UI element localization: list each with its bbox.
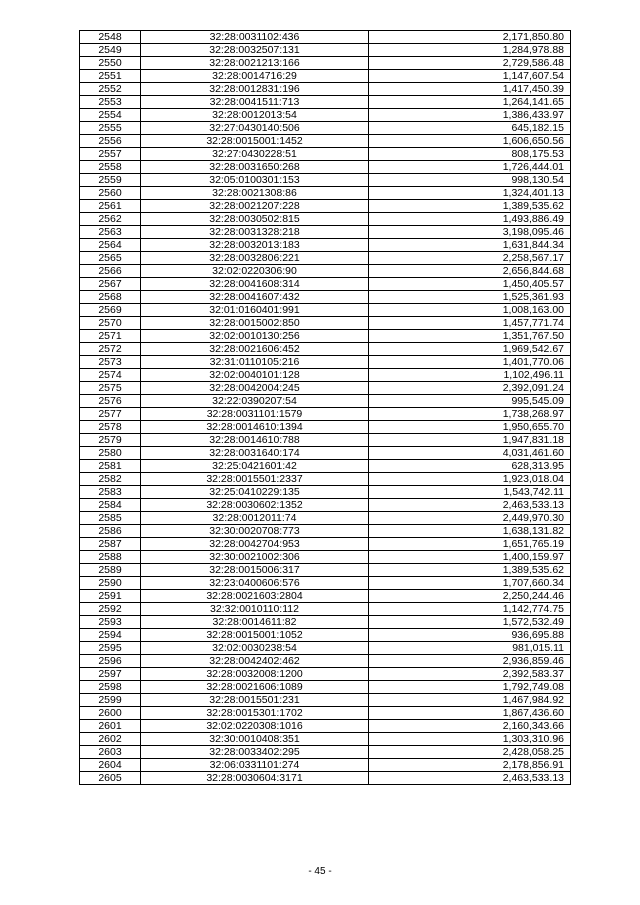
value-cell: 1,400,159.97 — [369, 551, 571, 564]
row-number-cell: 2586 — [80, 525, 141, 538]
value-cell: 1,726,444.01 — [369, 161, 571, 174]
value-cell: 2,258,567.17 — [369, 252, 571, 265]
cadastral-number-cell: 32:28:0042704:953 — [141, 538, 369, 551]
cadastral-number-cell: 32:02:0220308:1016 — [141, 720, 369, 733]
value-cell: 995,545.09 — [369, 395, 571, 408]
cadastral-number-cell: 32:28:0030604:3171 — [141, 772, 369, 785]
cadastral-number-cell: 32:28:0031328:218 — [141, 226, 369, 239]
cadastral-number-cell: 32:23:0400606:576 — [141, 577, 369, 590]
cadastral-value-table — [79, 30, 571, 785]
row-number-cell: 2562 — [80, 213, 141, 226]
table-row — [80, 772, 571, 785]
cadastral-number-cell: 32:28:0021308:86 — [141, 187, 369, 200]
value-cell: 1,401,770.06 — [369, 356, 571, 369]
row-number-cell: 2576 — [80, 395, 141, 408]
table-row — [80, 304, 571, 317]
table-row — [80, 642, 571, 655]
table-row — [80, 447, 571, 460]
table-row — [80, 291, 571, 304]
row-number-cell: 2572 — [80, 343, 141, 356]
row-number-cell: 2605 — [80, 772, 141, 785]
value-cell: 2,449,970.30 — [369, 512, 571, 525]
row-number-cell: 2561 — [80, 200, 141, 213]
cadastral-number-cell: 32:28:0032008:1200 — [141, 668, 369, 681]
cadastral-number-cell: 32:28:0031640:174 — [141, 447, 369, 460]
cadastral-number-cell: 32:22:0390207:54 — [141, 395, 369, 408]
cadastral-number-cell: 32:28:0042402:462 — [141, 655, 369, 668]
value-cell: 1,008,163.00 — [369, 304, 571, 317]
cadastral-number-cell: 32:28:0012011:74 — [141, 512, 369, 525]
table-row — [80, 109, 571, 122]
cadastral-number-cell: 32:28:0012013:54 — [141, 109, 369, 122]
table-row — [80, 746, 571, 759]
value-cell: 808,175.53 — [369, 148, 571, 161]
value-cell: 2,936,859.46 — [369, 655, 571, 668]
row-number-cell: 2563 — [80, 226, 141, 239]
row-number-cell: 2587 — [80, 538, 141, 551]
value-cell: 1,638,131.82 — [369, 525, 571, 538]
table-row — [80, 44, 571, 57]
row-number-cell: 2602 — [80, 733, 141, 746]
value-cell: 2,171,850.80 — [369, 31, 571, 44]
cadastral-number-cell: 32:28:0014611:82 — [141, 616, 369, 629]
table-row — [80, 655, 571, 668]
row-number-cell: 2590 — [80, 577, 141, 590]
value-cell: 1,389,535.62 — [369, 200, 571, 213]
cadastral-number-cell: 32:32:0010110:112 — [141, 603, 369, 616]
value-cell: 998,130.54 — [369, 174, 571, 187]
row-number-cell: 2591 — [80, 590, 141, 603]
value-cell: 1,631,844.34 — [369, 239, 571, 252]
value-cell: 1,417,450.39 — [369, 83, 571, 96]
value-cell: 645,182.15 — [369, 122, 571, 135]
table-row — [80, 343, 571, 356]
table-row — [80, 473, 571, 486]
cadastral-number-cell: 32:25:0410229:135 — [141, 486, 369, 499]
cadastral-number-cell: 32:28:0031102:436 — [141, 31, 369, 44]
row-number-cell: 2551 — [80, 70, 141, 83]
cadastral-number-cell: 32:28:0014610:1394 — [141, 421, 369, 434]
value-cell: 1,386,433.97 — [369, 109, 571, 122]
value-cell: 2,463,533.13 — [369, 772, 571, 785]
table-row — [80, 148, 571, 161]
row-number-cell: 2553 — [80, 96, 141, 109]
value-cell: 1,947,831.18 — [369, 434, 571, 447]
table-row — [80, 265, 571, 278]
cadastral-number-cell: 32:28:0015006:317 — [141, 564, 369, 577]
value-cell: 4,031,461.60 — [369, 447, 571, 460]
cadastral-number-cell: 32:28:0015501:231 — [141, 694, 369, 707]
row-number-cell: 2575 — [80, 382, 141, 395]
table-row — [80, 616, 571, 629]
table-row — [80, 70, 571, 83]
value-cell: 2,178,856.91 — [369, 759, 571, 772]
row-number-cell: 2584 — [80, 499, 141, 512]
table-row — [80, 577, 571, 590]
row-number-cell: 2549 — [80, 44, 141, 57]
value-cell: 2,729,586.48 — [369, 57, 571, 70]
row-number-cell: 2558 — [80, 161, 141, 174]
cadastral-number-cell: 32:28:0021606:452 — [141, 343, 369, 356]
value-cell: 1,651,765.19 — [369, 538, 571, 551]
cadastral-number-cell: 32:28:0012831:196 — [141, 83, 369, 96]
row-number-cell: 2555 — [80, 122, 141, 135]
row-number-cell: 2556 — [80, 135, 141, 148]
cadastral-number-cell: 32:28:0042004:245 — [141, 382, 369, 395]
row-number-cell: 2582 — [80, 473, 141, 486]
page-number: - 45 - — [308, 866, 332, 877]
value-cell: 2,656,844.68 — [369, 265, 571, 278]
table-row — [80, 551, 571, 564]
row-number-cell: 2564 — [80, 239, 141, 252]
cadastral-number-cell: 32:28:0015301:1702 — [141, 707, 369, 720]
value-cell: 1,467,984.92 — [369, 694, 571, 707]
value-cell: 1,493,886.49 — [369, 213, 571, 226]
row-number-cell: 2560 — [80, 187, 141, 200]
row-number-cell: 2585 — [80, 512, 141, 525]
cadastral-number-cell: 32:27:0430140:506 — [141, 122, 369, 135]
table-row — [80, 499, 571, 512]
table-row — [80, 629, 571, 642]
table-row — [80, 187, 571, 200]
row-number-cell: 2574 — [80, 369, 141, 382]
row-number-cell: 2559 — [80, 174, 141, 187]
table-row — [80, 525, 571, 538]
cadastral-number-cell: 32:28:0041511:713 — [141, 96, 369, 109]
row-number-cell: 2581 — [80, 460, 141, 473]
table-row — [80, 226, 571, 239]
value-cell: 1,950,655.70 — [369, 421, 571, 434]
table-row — [80, 668, 571, 681]
row-number-cell: 2601 — [80, 720, 141, 733]
table-row — [80, 31, 571, 44]
cadastral-number-cell: 32:05:0100301:153 — [141, 174, 369, 187]
cadastral-number-cell: 32:28:0015001:1452 — [141, 135, 369, 148]
value-cell: 1,707,660.34 — [369, 577, 571, 590]
row-number-cell: 2567 — [80, 278, 141, 291]
row-number-cell: 2603 — [80, 746, 141, 759]
value-cell: 1,102,496.11 — [369, 369, 571, 382]
value-cell: 1,457,771.74 — [369, 317, 571, 330]
value-cell: 3,198,095.46 — [369, 226, 571, 239]
table-row — [80, 161, 571, 174]
cadastral-number-cell: 32:28:0021606:1089 — [141, 681, 369, 694]
table-row — [80, 564, 571, 577]
row-number-cell: 2593 — [80, 616, 141, 629]
table-row — [80, 239, 571, 252]
table-row — [80, 83, 571, 96]
table-row — [80, 681, 571, 694]
table-row — [80, 382, 571, 395]
row-number-cell: 2594 — [80, 629, 141, 642]
cadastral-number-cell: 32:31:0110105:216 — [141, 356, 369, 369]
table-row — [80, 278, 571, 291]
cadastral-number-cell: 32:25:0421601:42 — [141, 460, 369, 473]
cadastral-number-cell: 32:28:0021213:166 — [141, 57, 369, 70]
table-row — [80, 135, 571, 148]
table-row — [80, 200, 571, 213]
value-cell: 981,015.11 — [369, 642, 571, 655]
table-row — [80, 369, 571, 382]
table-row — [80, 174, 571, 187]
table-row — [80, 96, 571, 109]
cadastral-number-cell: 32:28:0015002:850 — [141, 317, 369, 330]
table-row — [80, 421, 571, 434]
cadastral-number-cell: 32:30:0021002:306 — [141, 551, 369, 564]
row-number-cell: 2566 — [80, 265, 141, 278]
row-number-cell: 2599 — [80, 694, 141, 707]
table-row — [80, 395, 571, 408]
table-row — [80, 603, 571, 616]
value-cell: 1,606,650.56 — [369, 135, 571, 148]
value-cell: 1,284,978.88 — [369, 44, 571, 57]
cadastral-number-cell: 32:28:0021603:2804 — [141, 590, 369, 603]
row-number-cell: 2577 — [80, 408, 141, 421]
cadastral-number-cell: 32:02:0040101:128 — [141, 369, 369, 382]
value-cell: 1,351,767.50 — [369, 330, 571, 343]
cadastral-number-cell: 32:28:0015501:2337 — [141, 473, 369, 486]
value-cell: 1,738,268.97 — [369, 408, 571, 421]
cadastral-number-cell: 32:30:0010408:351 — [141, 733, 369, 746]
value-cell: 1,867,436.60 — [369, 707, 571, 720]
value-cell: 2,160,343.66 — [369, 720, 571, 733]
cadastral-number-cell: 32:06:0331101:274 — [141, 759, 369, 772]
table-row — [80, 590, 571, 603]
table-row — [80, 213, 571, 226]
cadastral-number-cell: 32:28:0033402:295 — [141, 746, 369, 759]
cadastral-number-cell: 32:28:0030602:1352 — [141, 499, 369, 512]
cadastral-number-cell: 32:28:0030502:815 — [141, 213, 369, 226]
value-cell: 2,392,583.37 — [369, 668, 571, 681]
row-number-cell: 2565 — [80, 252, 141, 265]
row-number-cell: 2604 — [80, 759, 141, 772]
cadastral-number-cell: 32:28:0015001:1052 — [141, 629, 369, 642]
value-cell: 2,428,058.25 — [369, 746, 571, 759]
cadastral-number-cell: 32:28:0014610:788 — [141, 434, 369, 447]
table-row — [80, 538, 571, 551]
value-cell: 1,303,310.96 — [369, 733, 571, 746]
value-cell: 1,525,361.93 — [369, 291, 571, 304]
row-number-cell: 2550 — [80, 57, 141, 70]
cadastral-number-cell: 32:28:0032507:131 — [141, 44, 369, 57]
row-number-cell: 2578 — [80, 421, 141, 434]
table-row — [80, 460, 571, 473]
row-number-cell: 2557 — [80, 148, 141, 161]
row-number-cell: 2598 — [80, 681, 141, 694]
row-number-cell: 2597 — [80, 668, 141, 681]
cadastral-number-cell: 32:28:0041607:432 — [141, 291, 369, 304]
row-number-cell: 2579 — [80, 434, 141, 447]
cadastral-number-cell: 32:28:0031650:268 — [141, 161, 369, 174]
row-number-cell: 2588 — [80, 551, 141, 564]
row-number-cell: 2592 — [80, 603, 141, 616]
cadastral-number-cell: 32:28:0021207:228 — [141, 200, 369, 213]
value-cell: 1,543,742.11 — [369, 486, 571, 499]
row-number-cell: 2571 — [80, 330, 141, 343]
cadastral-number-cell: 32:02:0030238:54 — [141, 642, 369, 655]
value-cell: 1,572,532.49 — [369, 616, 571, 629]
cadastral-number-cell: 32:02:0220306:90 — [141, 265, 369, 278]
value-cell: 628,313.95 — [369, 460, 571, 473]
value-cell: 1,142,774.75 — [369, 603, 571, 616]
cadastral-number-cell: 32:28:0032806:221 — [141, 252, 369, 265]
table-row — [80, 252, 571, 265]
value-cell: 1,923,018.04 — [369, 473, 571, 486]
table-row — [80, 733, 571, 746]
value-cell: 1,389,535.62 — [369, 564, 571, 577]
row-number-cell: 2600 — [80, 707, 141, 720]
table-row — [80, 759, 571, 772]
table-row — [80, 330, 571, 343]
cadastral-number-cell: 32:30:0020708:773 — [141, 525, 369, 538]
value-cell: 2,250,244.46 — [369, 590, 571, 603]
value-cell: 2,392,091.24 — [369, 382, 571, 395]
row-number-cell: 2583 — [80, 486, 141, 499]
row-number-cell: 2573 — [80, 356, 141, 369]
table-row — [80, 707, 571, 720]
cadastral-number-cell: 32:01:0160401:991 — [141, 304, 369, 317]
cadastral-number-cell: 32:02:0010130:256 — [141, 330, 369, 343]
table-row — [80, 356, 571, 369]
row-number-cell: 2548 — [80, 31, 141, 44]
cadastral-number-cell: 32:28:0041608:314 — [141, 278, 369, 291]
table-row — [80, 122, 571, 135]
row-number-cell: 2568 — [80, 291, 141, 304]
value-cell: 1,450,405.57 — [369, 278, 571, 291]
value-cell: 1,324,401.13 — [369, 187, 571, 200]
cadastral-number-cell: 32:28:0031101:1579 — [141, 408, 369, 421]
value-cell: 1,147,607.54 — [369, 70, 571, 83]
table-row — [80, 512, 571, 525]
value-cell: 936,695.88 — [369, 629, 571, 642]
row-number-cell: 2596 — [80, 655, 141, 668]
row-number-cell: 2569 — [80, 304, 141, 317]
row-number-cell: 2580 — [80, 447, 141, 460]
row-number-cell: 2552 — [80, 83, 141, 96]
value-cell: 1,792,749.08 — [369, 681, 571, 694]
row-number-cell: 2589 — [80, 564, 141, 577]
table-row — [80, 408, 571, 421]
cadastral-number-cell: 32:28:0032013:183 — [141, 239, 369, 252]
row-number-cell: 2570 — [80, 317, 141, 330]
table-row — [80, 720, 571, 733]
value-cell: 1,264,141.65 — [369, 96, 571, 109]
row-number-cell: 2595 — [80, 642, 141, 655]
table-row — [80, 434, 571, 447]
value-cell: 1,969,542.67 — [369, 343, 571, 356]
table-row — [80, 317, 571, 330]
table-row — [80, 57, 571, 70]
table-body — [80, 31, 571, 785]
table-row — [80, 486, 571, 499]
cadastral-number-cell: 32:27:0430228:51 — [141, 148, 369, 161]
row-number-cell: 2554 — [80, 109, 141, 122]
cadastral-number-cell: 32:28:0014716:29 — [141, 70, 369, 83]
value-cell: 2,463,533.13 — [369, 499, 571, 512]
table-row — [80, 694, 571, 707]
